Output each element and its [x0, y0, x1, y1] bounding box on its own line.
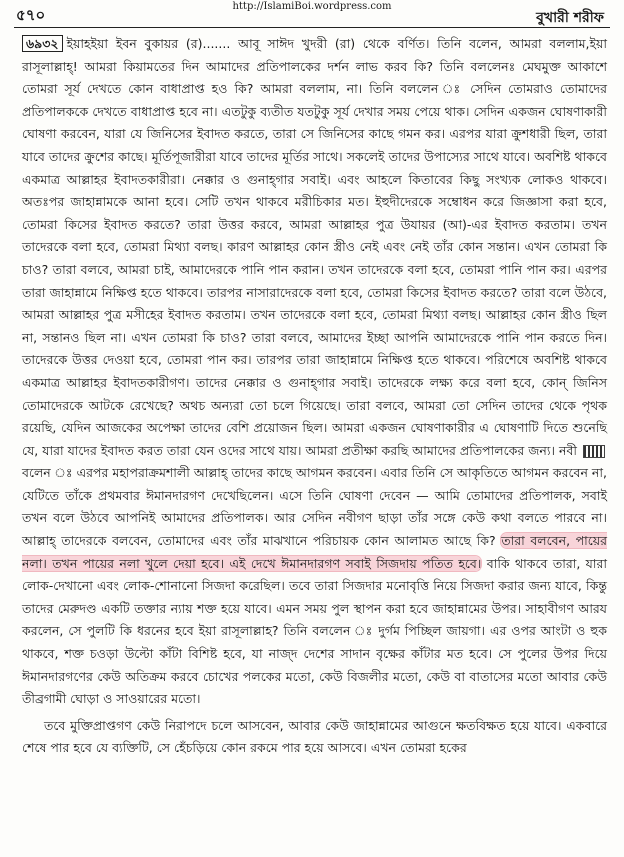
hadith-text-middle: বলেন ঃ এরপর মহাপরাক্রমশালী আল্লাহ্ তাদের কাছে আগমন করবেন। এবার তিনি সে আকৃতিতে আগমন করবেন না, যেটিতে তাঁকে প্রথমবার ঈমানদারগণ দেখেছিলেন। এসে তিনি ঘোষণা দেবেন — আমি তোমাদের প্রতিপালক, সবাই তখন বলে উঠবে আপনিই আমাদের প্রতিপালক। আর সেদিন নবীগণ ছাড়া তাঁর সঙ্গে কেউ কথা বলতে পারবে না। আল্লাহ্ তাদেরকে বলবেন, তোমাদের এবং তাঁর মাঝখানে পরিচায়ক কোন আলামত আছে কি? [22, 465, 607, 549]
header-rule [14, 27, 610, 28]
highlighted-passage: তারা বলবেন, পায়ের নলা। তখন পায়ের নলা খুলে দেয়া হবে। এই দেখে ঈমানদারগণ সবাই সিজদায় পতিত হবে। [22, 533, 608, 571]
salawat-calligraphy [583, 445, 605, 458]
hadith-text-end: বাকি থাকবে তারা, যারা লোক-দেখানো এবং লোক-শোনানো সিজদা করেছিল। তবে তারা সিজদার মনোবৃত্তি নিয়ে সিজদা করার জন্য যাবে, কিন্তু তাদের মেরুদণ্ড একটি তক্তার ন্যায় শক্ত হয়ে যাবে। এমন সময় পুল স্থাপন করা হবে জাহান্নামের উপর। সাহাবীগণ আরয করলেন, সে পুলটি কি ধরনের হবে ইয়া রাসূলাল্লাহ? তিনি বললেন ঃ দুর্গম পিচ্ছিল জায়গা। এর ওপর আংটা ও হুক থাকবে, শক্ত চওড়া উল্টো কাঁটা বিশিষ্ট হবে, যা নাজ্দ দেশের সাদান বৃক্ষের কাঁটার মত হবে। সে পুলের উপর দিয়ে ঈমানদারগণের কেউ অতিক্রম করবে চোখের পলকের মতো, কেউ বিজলীর মতো, কেউ বা বাতাসের মতো আবার কেউ তীব্রগামী ঘোড়া ও সাওয়ারের মতো। [22, 555, 608, 707]
hadith-paragraph [22, 33, 607, 711]
page-header [0, 0, 624, 28]
continuation-paragraph: তবে মুক্তিপ্রাপ্তগণ কেউ নিরাপদে চলে আসবেন, আবার কেউ জাহান্নামের আগুনে ক্ষতবিক্ষত হয়ে যাবে। একবারে শেষে পার হবে যে ব্যক্তিটি, সে হেঁচড়িয়ে কোন রকমে পার হয়ে আসবে। এখন তোমরা হকের [22, 717, 607, 756]
hadith-number: ৬৯৩২ [22, 35, 63, 52]
page-body [22, 33, 607, 760]
page-number: ৫৭০ [16, 6, 46, 24]
book-title: বুখারী শরীফ [536, 10, 604, 26]
hadith-text-start: ইয়াহইয়া ইবন বুকায়র (র)....... আবূ সাঈদ খুদরী (রা) থেকে বর্ণিত। তিনি বলেন, আমরা বললাম,ইয়া রাসূলাল্লাহ্! আমরা কিয়ামতের দিন আমাদের প্রতিপালকের দর্শন লাভ করব কি? তিনি বললেনঃ মেঘমুক্ত আকাশে তোমরা সূর্য দেখতে কোন বাধাপ্রাপ্ত হও কি? আমরা বললাম, না। তিনি বললেন ঃ সেদিন তোমরাও তোমাদের প্রতিপালককে দেখতে বাধাপ্রাপ্ত হবে না। এতটুকু ব্যতীত যতটুকু সূর্য দেখার সময় পেয়ে থাক। সেদিন একজন ঘোষণাকারী ঘোষণা করবেন, যারা যে জিনিসের ইবাদত করতে, তারা সে জিনিসের কাছে গমন কর। এরপর যারা ক্রুশধারী ছিল, তারা যাবে তাদের ক্রুশের কাছে। মূর্তিপূজারীরা যাবে তাদের মূর্তির সাথে। সকলেই তাদের উপাস্যের সাথে যাবে। অবশিষ্ট থাকবে একমাত্র আল্লাহর ইবাদতকারীরা। নেক্কার ও গুনাহ্গার সবাই। এবং আহলে কিতাবের কিছু সংখ্যক লোকও থাকবে। অতঃপর জাহান্নামকে আনা হবে। সেটি তখন থাকবে মরীচিকার মত। ইহুদীদেরকে সম্বোধন করে জিজ্ঞাসা করা হবে, তোমরা কিসের ইবাদত করতে? তারা উত্তর করবে, আমরা আল্লাহর পুত্র উযায়র (আ)-এর ইবাদত করতাম। তখন তাদেরকে বলা হবে, তোমরা মিথ্যা বলছ। কারণ আল্লাহর কোন স্ত্রীও নেই এবং নেই তাঁর কোন সন্তান। এখন তোমরা কি চাও? তারা বলবে, আমরা চাই, আমাদেরকে পানি পান করান। তখন তাদেরকে বলা হবে, তোমরা পানি পান কর। এরপর তারা জাহান্নামে নিক্ষিপ্ত হতে থাকবে। তারপর নাসারাদেরকে বলা হবে, তোমরা কিসের ইবাদত করতে? তারা বলে উঠবে, আমরা আল্লাহর পুত্র মসীহের ইবাদত করতাম। তখন তাদেরকে বলা হবে, তোমরা মিথ্যা বলছ। আল্লাহর কোন স্ত্রীও ছিল না, সন্তানও ছিল না। এখন তোমরা কি চাও? তারা বলবে, আমাদের ইচ্ছা আপনি আমাদেরকে পানি পান করতে দিন। তাদেরকে উত্তর দেওয়া হবে, তোমরা পান কর। তারপর তারা জাহান্নামে নিক্ষিপ্ত হতে থাকবে। পরিশেষে অবশিষ্ট থাকবে একমাত্র আল্লাহর ইবাদতকারীগণ। তাদের নেক্কার ও গুনাহ্গার সবাই। তাদেরকে লক্ষ্য করে বলা হবে, কোন্ জিনিস তোমাদেরকে আটকে রেখেছে? অথচ অন্যরা তো চলে গিয়েছে। তারা বলবে, আমরা তো সেদিন তাদের থেকে পৃথক রয়েছি, যেদিন আজকের অপেক্ষা তাদের বেশি প্রয়োজন ছিল। আমরা একজন ঘোষণাকারীর এ ঘোষণাটি দিতে শুনেছি যে, যারা যাদের ইবাদত করত তারা যেন ওদের সাথে যায়। আমরা প্রতীক্ষা করছি আমাদের প্রতিপালকের জন্য। নবী [22, 36, 607, 458]
source-url: http://IslamiBoi.wordpress.com [232, 1, 392, 12]
